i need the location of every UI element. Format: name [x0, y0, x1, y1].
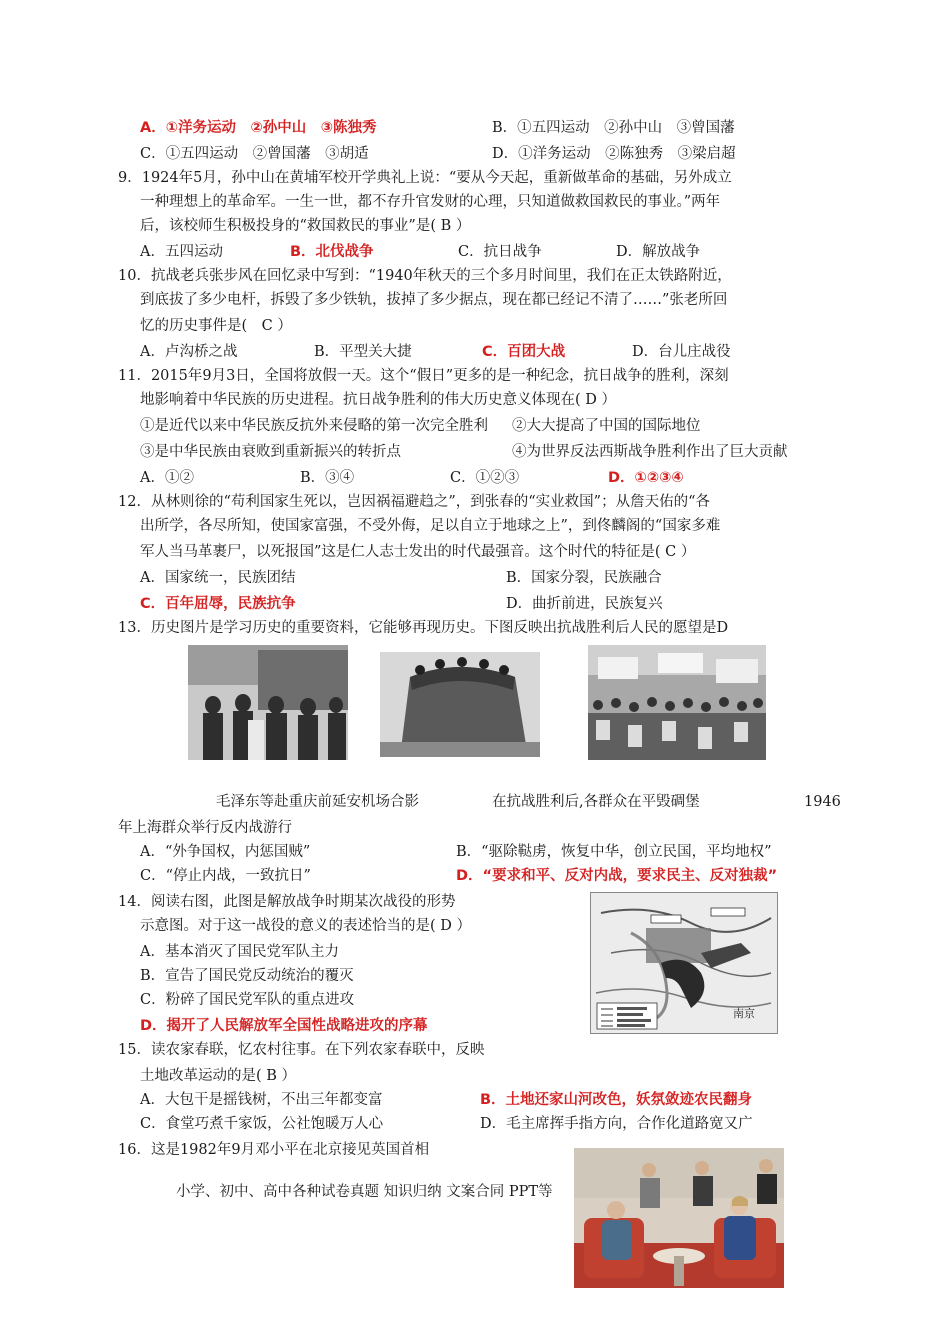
q11-statement-4: ④为世界反法西斯战争胜利作出了巨大贡献	[512, 444, 788, 460]
q12-stem-line1: 12．从林则徐的“苟利国家生死以，岂因祸福避趋之”，到张春的“实业救国”；从詹天佑的“各	[118, 494, 711, 510]
q11-option-d: D．①②③④	[608, 470, 684, 486]
q11-option-c: C．①②③	[450, 470, 520, 486]
q15-option-c: C．食堂巧煮千家饭，公社饱暖万人心	[140, 1116, 384, 1132]
q10-stem-line3: 忆的历史事件是( C ）	[140, 318, 292, 334]
q16-stem: 16．这是1982年9月邓小平在北京接见英国首相	[118, 1142, 430, 1158]
q9-stem-line3: 后，该校师生积极投身的“救国救民的事业”是( B ）	[140, 218, 471, 234]
q9-option-b: B．北伐战争	[290, 244, 374, 260]
q9-stem-line1: 9．1924年5月，孙中山在黄埔军校开学典礼上说：“要从今天起，重新做革命的基础，另外成立	[118, 170, 732, 186]
anti-civil-war-parade-photo	[588, 645, 766, 760]
map-city-label: 南京	[733, 1007, 755, 1020]
q12-stem-line2: 出所学，各尽所知，使国家富强，不受外侮，足以自立于地球之上”，到佟麟阁的“国家多难	[140, 518, 721, 534]
q8-option-b: B．①五四运动 ②孙中山 ③曾国藩	[492, 120, 735, 136]
q11-statement-3: ③是中华民族由衰败到重新振兴的转折点	[140, 444, 401, 460]
q14-option-c: C．粉碎了国民党军队的重点进攻	[140, 992, 355, 1008]
photo-caption-2: 在抗战胜利后,各群众在平毁碉堡	[492, 794, 700, 810]
q11-option-b: B．③④	[300, 470, 355, 486]
q9-stem-line2: 一种理想上的革命军。一生一世，都不存升官发财的心理，只知道做救国救民的事业。”两年	[140, 194, 721, 210]
campaign-map	[590, 892, 778, 1034]
q12-stem-line3: 军人当马革裹尸，以死报国”这是仁人志士发出的时代最强音。这个时代的特征是( C ）	[140, 544, 696, 560]
q10-stem-line2: 到底拔了多少电杆，拆毁了多少铁轨，拔掉了多少据点，现在都已经记不清了……”张老所回	[140, 292, 728, 308]
q13-option-a: A．“外争国权，内惩国贼”	[140, 844, 311, 860]
q11-statement-2: ②大大提高了中国的国际地位	[512, 418, 701, 434]
q9-option-c: C．抗日战争	[458, 244, 542, 260]
q8-option-d: D．①洋务运动 ②陈独秀 ③梁启超	[492, 146, 736, 162]
q10-option-b: B．平型关大捷	[314, 344, 412, 360]
photo-caption-3-cont: 年上海群众举行反内战游行	[118, 820, 292, 836]
q14-option-a: A．基本消灭了国民党军队主力	[140, 944, 339, 960]
q11-statement-1: ①是近代以来中华民族反抗外来侵略的第一次完全胜利	[140, 418, 488, 434]
q13-option-c: C．“停止内战，一致抗日”	[140, 868, 311, 884]
q9-option-d: D．解放战争	[616, 244, 701, 260]
photo-caption-1: 毛泽东等赴重庆前延安机场合影	[216, 794, 419, 810]
q11-option-a: A．①②	[140, 470, 194, 486]
q10-option-d: D．台儿庄战役	[632, 344, 731, 360]
deng-thatcher-meeting-photo	[574, 1148, 784, 1288]
q15-option-a: A．大包干是摇钱树，不出三年都变富	[140, 1092, 383, 1108]
q12-option-c: C．百年屈辱，民族抗争	[140, 596, 296, 612]
q8-option-c: C．①五四运动 ②曾国藩 ③胡适	[140, 146, 369, 162]
demolish-blockhouse-photo	[380, 652, 540, 757]
q9-option-a: A．五四运动	[140, 244, 223, 260]
q14-stem-line2: 示意图。对于这一战役的意义的表述恰当的是( D ）	[140, 918, 471, 934]
q15-option-d: D．毛主席挥手指方向，合作化道路宽又广	[480, 1116, 753, 1132]
q14-stem-line1: 14．阅读右图，此图是解放战争时期某次战役的形势	[118, 894, 456, 910]
q11-stem-line1: 11．2015年9月3日，全国将放假一天。这个“假日”更多的是一种纪念，抗日战争的胜利，深刻	[118, 368, 729, 384]
q15-option-b: B．土地还家山河改色，妖氛敛迹农民翻身	[480, 1092, 753, 1108]
q12-option-d: D．曲折前进，民族复兴	[506, 596, 663, 612]
q10-stem-line1: 10．抗战老兵张步风在回忆录中写到：“1940年秋天的三个多月时间里，我们在正太铁路附近，	[118, 268, 732, 284]
q14-option-b: B．宣告了国民党反动统治的覆灭	[140, 968, 354, 984]
q11-stem-line2: 地影响着中华民族的历史进程。抗日战争胜利的伟大历史意义体现在( D ）	[140, 392, 616, 408]
q14-option-d: D．揭开了人民解放军全国性战略进攻的序幕	[140, 1018, 428, 1034]
q10-option-c: C．百团大战	[482, 344, 566, 360]
q15-stem-line2: 土地改革运动的是( B ）	[140, 1068, 297, 1084]
q8-option-a: A．①洋务运动 ②孙中山 ③陈独秀	[140, 120, 377, 136]
yanan-airport-photo	[188, 645, 348, 760]
q12-option-b: B．国家分裂，民族融合	[506, 570, 662, 586]
q13-stem: 13．历史图片是学习历史的重要资料，它能够再现历史。下图反映出抗战胜利后人民的愿望是D	[118, 620, 729, 636]
q13-option-d: D．“要求和平、反对内战，要求民主、反对独裁”	[456, 868, 778, 884]
q13-option-b: B．“驱除鞑虏，恢复中华，创立民国，平均地权”	[456, 844, 772, 860]
q12-option-a: A．国家统一，民族团结	[140, 570, 296, 586]
footer-watermark: 小学、初中、高中各种试卷真题 知识归纳 文案合同 PPT等	[176, 1184, 553, 1200]
q15-stem-line1: 15．读农家春联，忆农村往事。在下列农家春联中，反映	[118, 1042, 485, 1058]
photo-caption-3: 1946	[804, 794, 841, 810]
q10-option-a: A．卢沟桥之战	[140, 344, 238, 360]
